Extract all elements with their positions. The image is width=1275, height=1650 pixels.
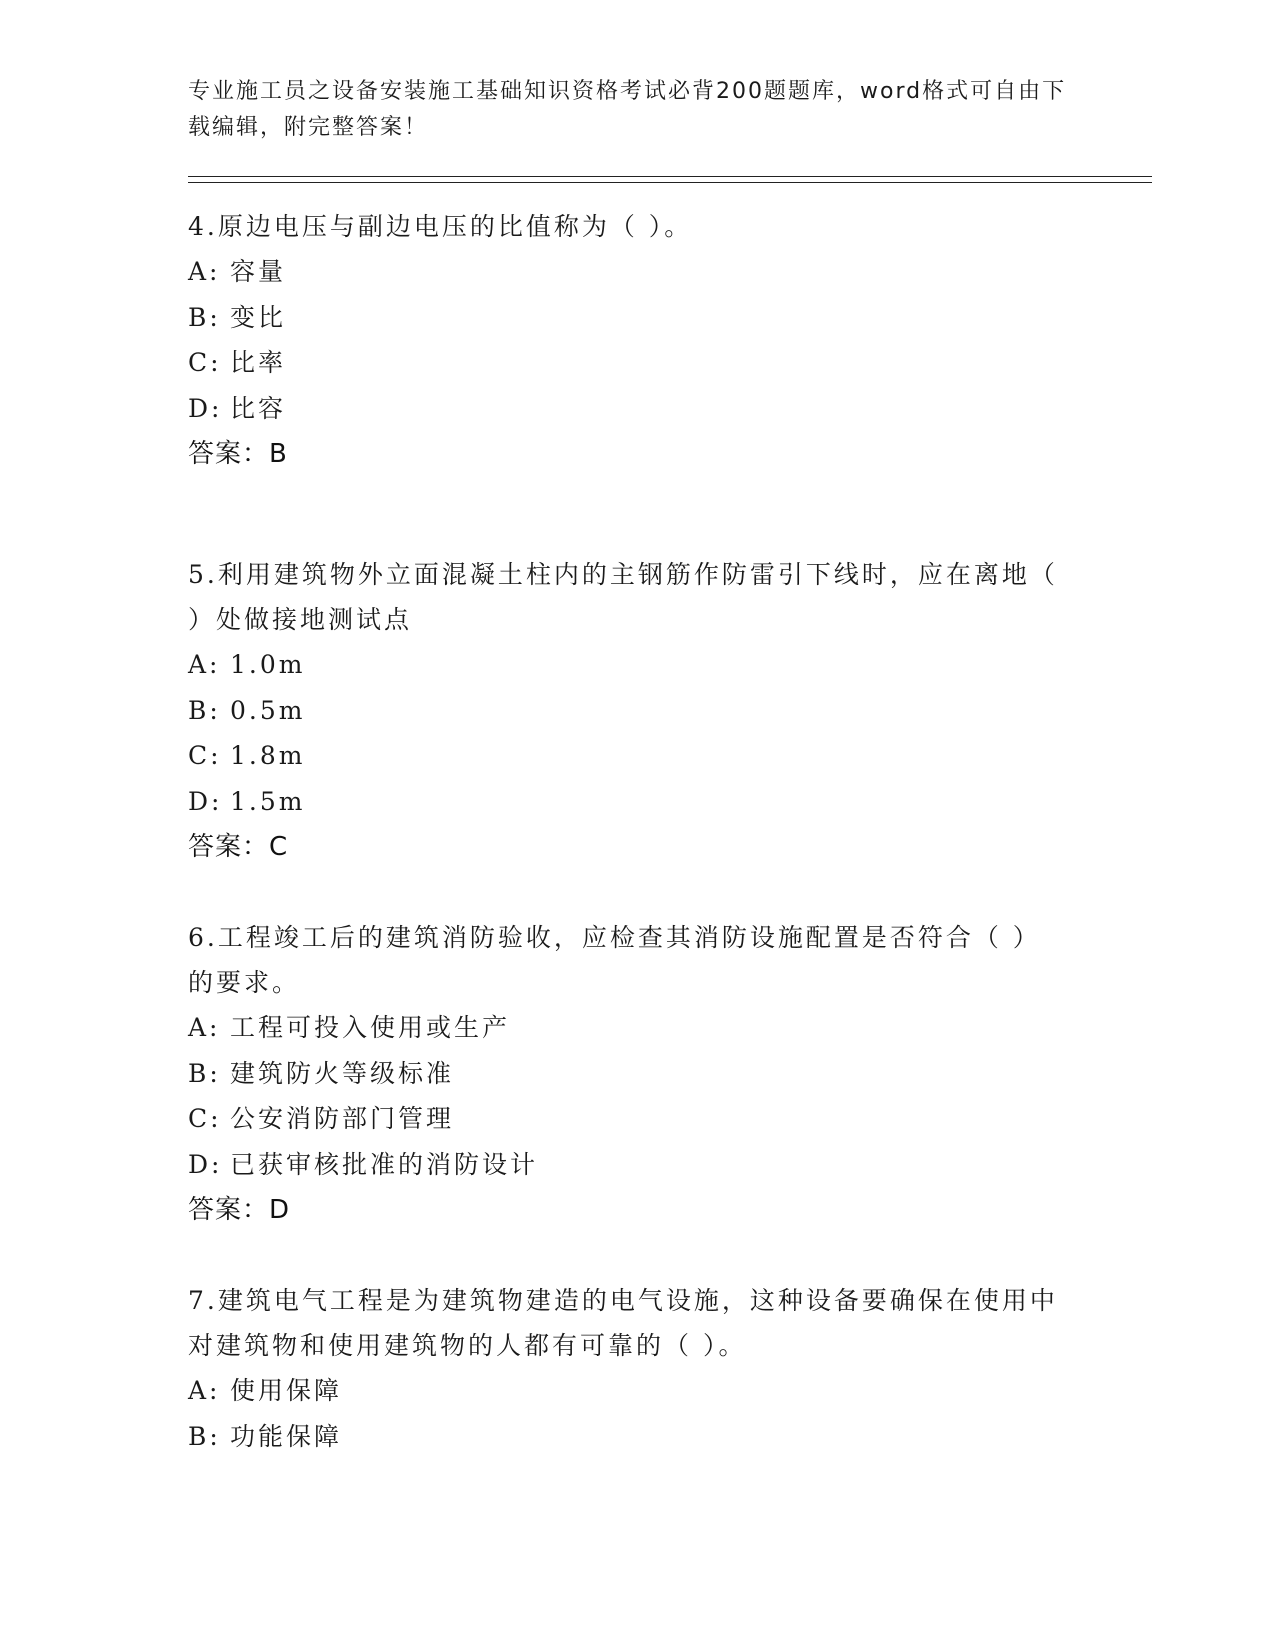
option-text: 容量: [230, 257, 287, 286]
option-text: 1.0m: [230, 650, 306, 679]
question-4: [188, 204, 1068, 477]
option-text: 使用保障: [230, 1376, 343, 1405]
option-key: D:: [188, 786, 223, 816]
option-a: [188, 1005, 1068, 1051]
option-d: [188, 779, 1068, 825]
option-text: 建筑防火等级标准: [230, 1058, 455, 1088]
question-stem: 7.建筑电气工程是为建筑物建造的电气设施，这种设备要确保在使用中对建筑物和使用建筑物的人都有可靠的（ ）。: [188, 1286, 1058, 1360]
option-text: 比容: [230, 393, 287, 423]
option-b: [188, 295, 1068, 341]
option-a: [188, 642, 1068, 688]
option-a: [188, 249, 1068, 295]
header-divider-top: [188, 176, 1152, 177]
option-a: [188, 1368, 1068, 1414]
option-b: [188, 688, 1068, 734]
answer-line: 答案：D: [188, 1195, 291, 1225]
option-text: 工程可投入使用或生产: [230, 1013, 511, 1042]
option-text: 公安消防部门管理: [230, 1104, 455, 1133]
question-6: [188, 915, 1068, 1233]
option-key: A:: [188, 650, 221, 679]
option-key: C:: [188, 741, 222, 770]
option-key: B:: [188, 1421, 221, 1451]
option-c: [188, 733, 1068, 779]
option-b: [188, 1414, 1068, 1460]
option-c: [188, 340, 1068, 386]
answer-line: 答案：B: [188, 439, 288, 469]
option-key: A:: [188, 1376, 221, 1405]
document-intro: 专业施工员之设备安装施工基础知识资格考试必背200题题库，word格式可自由下载编辑，附完整答案！: [188, 79, 1067, 140]
option-text: 已获审核批准的消防设计: [230, 1149, 539, 1179]
option-key: C:: [188, 348, 222, 377]
option-text: 变比: [230, 302, 287, 332]
question-5: [188, 552, 1068, 870]
option-key: D:: [188, 1149, 223, 1179]
option-key: B:: [188, 1058, 221, 1088]
option-key: B:: [188, 302, 221, 332]
option-b: [188, 1051, 1068, 1097]
option-text: 0.5m: [230, 695, 306, 725]
option-d: [188, 386, 1068, 432]
option-d: [188, 1142, 1068, 1188]
question-stem: 4.原边电压与副边电压的比值称为（ ）。: [188, 212, 693, 241]
answer-line: 答案：C: [188, 832, 289, 862]
option-text: 1.8m: [230, 741, 306, 770]
option-key: C:: [188, 1104, 222, 1133]
option-text: 1.5m: [230, 786, 306, 816]
question-7: [188, 1278, 1068, 1459]
option-key: A:: [188, 257, 221, 286]
question-stem: 5.利用建筑物外立面混凝土柱内的主钢筋作防雷引下线时，应在离地（ ）处做接地测试点: [188, 560, 1058, 634]
option-key: A:: [188, 1013, 221, 1042]
option-key: D:: [188, 393, 223, 423]
option-key: B:: [188, 695, 221, 725]
option-c: [188, 1096, 1068, 1142]
header-divider-bottom: [188, 182, 1152, 183]
option-text: 比率: [230, 348, 287, 377]
question-stem: 6.工程竣工后的建筑消防验收，应检查其消防设施配置是否符合（ ）的要求。: [188, 923, 1041, 997]
option-text: 功能保障: [230, 1421, 343, 1451]
